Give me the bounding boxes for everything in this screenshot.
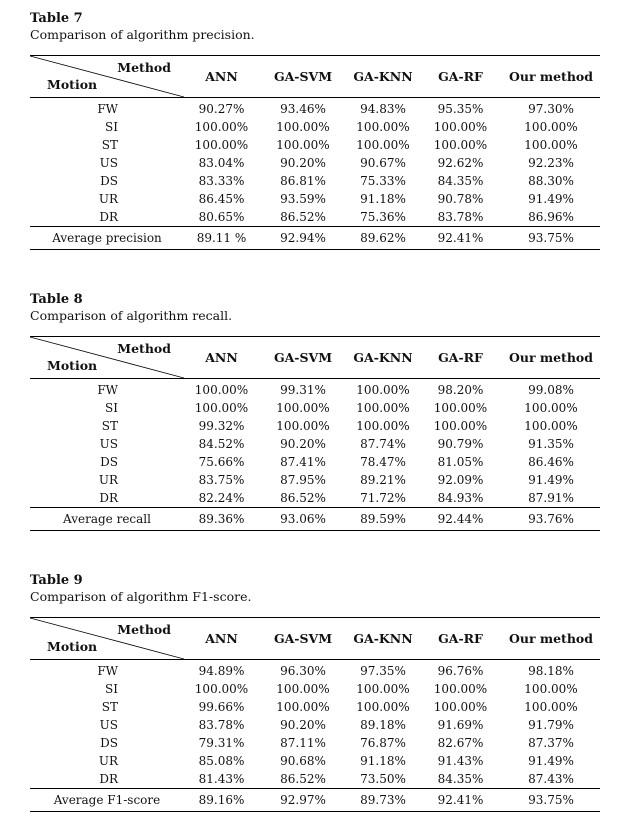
average-cell: 93.75%	[502, 227, 600, 250]
value-cell: 98.20%	[437, 383, 484, 397]
table-caption: Comparison of algorithm F1-score.	[30, 589, 252, 604]
motion-header-label: Motion	[47, 639, 98, 654]
method-header-label: Method	[117, 60, 171, 75]
value-cell: 84.93%	[437, 491, 484, 505]
value-cell: 86.45%	[198, 192, 245, 206]
table-row	[30, 98, 600, 119]
value-cell: 94.83%	[360, 102, 406, 116]
average-cell: 92.41%	[419, 789, 502, 812]
value-cell: 100.00%	[433, 419, 488, 433]
table-row	[30, 770, 600, 789]
value-cell: 80.65%	[198, 210, 245, 224]
table-caption: Comparison of algorithm precision.	[30, 27, 255, 42]
value-cell: 90.27%	[198, 102, 245, 116]
table-row	[30, 680, 600, 698]
value-cell: 83.75%	[198, 473, 245, 487]
value-cell: 86.81%	[280, 174, 326, 188]
value-cell: 84.35%	[437, 772, 484, 786]
average-row	[30, 227, 600, 250]
column-header: Our method	[502, 337, 600, 379]
average-cell: 93.76%	[502, 508, 600, 531]
motion-cell: SI	[105, 682, 118, 696]
value-cell: 100.00%	[276, 401, 330, 415]
table-row	[30, 417, 600, 435]
value-cell: 100.00%	[276, 682, 330, 696]
value-cell: 86.52%	[280, 772, 326, 786]
table-row	[30, 136, 600, 154]
value-cell: 82.24%	[198, 491, 245, 505]
table-row	[30, 190, 600, 208]
table-row	[30, 660, 600, 681]
value-cell: 83.04%	[198, 156, 245, 170]
average-cell: 89.59%	[347, 508, 419, 531]
value-cell: 90.20%	[280, 156, 326, 170]
value-cell: 100.00%	[433, 700, 488, 714]
average-cell: 93.06%	[259, 508, 347, 531]
motion-cell: UR	[98, 473, 118, 487]
average-label: Average recall	[30, 508, 184, 531]
column-header: ANN	[184, 618, 259, 660]
value-cell: 97.30%	[528, 102, 574, 116]
value-cell: 96.76%	[437, 664, 484, 678]
column-header: Our method	[502, 618, 600, 660]
value-cell: 91.49%	[528, 473, 574, 487]
value-cell: 87.11%	[280, 736, 326, 750]
motion-cell: UR	[98, 192, 118, 206]
value-cell: 91.43%	[437, 754, 484, 768]
value-cell: 100.00%	[524, 700, 578, 714]
table-row	[30, 208, 600, 227]
value-cell: 83.78%	[437, 210, 484, 224]
value-cell: 100.00%	[276, 700, 330, 714]
average-cell: 92.97%	[259, 789, 347, 812]
column-header: Our method	[502, 56, 600, 98]
value-cell: 100.00%	[276, 138, 330, 152]
value-cell: 91.49%	[528, 754, 574, 768]
value-cell: 88.30%	[528, 174, 574, 188]
value-cell: 98.18%	[528, 664, 574, 678]
motion-cell: US	[99, 718, 118, 732]
diagonal-header-cell	[30, 337, 184, 379]
column-header: GA-RF	[419, 56, 502, 98]
value-cell: 100.00%	[433, 401, 488, 415]
value-cell: 81.05%	[437, 455, 484, 469]
table-label: Table 8	[30, 292, 83, 307]
header-row	[30, 56, 600, 98]
value-cell: 91.35%	[528, 437, 574, 451]
table-8-block	[30, 292, 600, 531]
average-label: Average precision	[30, 227, 184, 250]
motion-cell: SI	[105, 401, 118, 415]
motion-cell: FW	[97, 664, 118, 678]
value-cell: 92.09%	[437, 473, 484, 487]
value-cell: 87.37%	[528, 736, 574, 750]
motion-header-label: Motion	[47, 358, 98, 373]
value-cell: 87.74%	[360, 437, 406, 451]
motion-cell: FW	[97, 102, 118, 116]
value-cell: 100.00%	[524, 401, 578, 415]
table-row	[30, 154, 600, 172]
motion-cell: DS	[100, 174, 118, 188]
value-cell: 90.20%	[280, 437, 326, 451]
method-header-label: Method	[117, 622, 171, 637]
value-cell: 86.46%	[528, 455, 574, 469]
motion-cell: DR	[99, 772, 118, 786]
motion-cell: DS	[100, 736, 118, 750]
average-cell: 92.44%	[419, 508, 502, 531]
motion-cell: FW	[97, 383, 118, 397]
value-cell: 90.68%	[280, 754, 326, 768]
average-cell: 93.75%	[502, 789, 600, 812]
value-cell: 100.00%	[524, 682, 578, 696]
value-cell: 91.18%	[360, 754, 406, 768]
motion-cell: DS	[100, 455, 118, 469]
table-7-block	[30, 11, 600, 250]
average-cell: 89.73%	[347, 789, 419, 812]
average-cell: 89.11 %	[184, 227, 259, 250]
value-cell: 91.18%	[360, 192, 406, 206]
motion-cell: ST	[101, 700, 118, 714]
value-cell: 87.95%	[280, 473, 326, 487]
value-cell: 91.49%	[528, 192, 574, 206]
value-cell: 79.31%	[198, 736, 245, 750]
value-cell: 75.66%	[198, 455, 245, 469]
average-cell: 92.94%	[259, 227, 347, 250]
value-cell: 91.79%	[528, 718, 574, 732]
value-cell: 100.00%	[433, 120, 488, 134]
value-cell: 100.00%	[194, 383, 249, 397]
motion-header-label: Motion	[47, 77, 98, 92]
value-cell: 100.00%	[524, 120, 578, 134]
value-cell: 100.00%	[433, 138, 488, 152]
precision-table	[30, 55, 600, 250]
motion-cell: US	[99, 437, 118, 451]
value-cell: 87.43%	[528, 772, 574, 786]
value-cell: 73.50%	[360, 772, 406, 786]
average-cell: 89.16%	[184, 789, 259, 812]
value-cell: 93.59%	[280, 192, 326, 206]
header-row	[30, 337, 600, 379]
value-cell: 100.00%	[356, 682, 410, 696]
value-cell: 92.62%	[437, 156, 484, 170]
average-cell: 92.41%	[419, 227, 502, 250]
column-header: GA-RF	[419, 337, 502, 379]
value-cell: 100.00%	[194, 138, 249, 152]
motion-cell: ST	[101, 138, 118, 152]
value-cell: 99.32%	[198, 419, 245, 433]
column-header: GA-KNN	[347, 337, 419, 379]
value-cell: 76.87%	[360, 736, 406, 750]
value-cell: 75.36%	[360, 210, 406, 224]
value-cell: 90.67%	[360, 156, 406, 170]
table-row	[30, 471, 600, 489]
value-cell: 99.31%	[280, 383, 326, 397]
value-cell: 100.00%	[524, 138, 578, 152]
value-cell: 84.52%	[198, 437, 245, 451]
value-cell: 100.00%	[276, 419, 330, 433]
average-label: Average F1-score	[30, 789, 184, 812]
value-cell: 100.00%	[433, 682, 488, 696]
value-cell: 96.30%	[280, 664, 326, 678]
table-row	[30, 435, 600, 453]
value-cell: 90.79%	[437, 437, 484, 451]
value-cell: 89.21%	[360, 473, 406, 487]
value-cell: 86.52%	[280, 210, 326, 224]
average-row	[30, 508, 600, 531]
column-header: ANN	[184, 337, 259, 379]
value-cell: 84.35%	[437, 174, 484, 188]
value-cell: 97.35%	[360, 664, 406, 678]
value-cell: 83.78%	[198, 718, 245, 732]
table-row	[30, 399, 600, 417]
table-row	[30, 698, 600, 716]
value-cell: 86.96%	[528, 210, 574, 224]
value-cell: 100.00%	[194, 682, 249, 696]
column-header: ANN	[184, 56, 259, 98]
column-header: GA-SVM	[259, 337, 347, 379]
table-row	[30, 453, 600, 471]
table-row	[30, 118, 600, 136]
table-row	[30, 716, 600, 734]
value-cell: 100.00%	[356, 120, 410, 134]
table-label: Table 7	[30, 11, 83, 26]
motion-cell: ST	[101, 419, 118, 433]
column-header: GA-SVM	[259, 56, 347, 98]
motion-cell: DR	[99, 491, 118, 505]
value-cell: 99.66%	[198, 700, 245, 714]
column-header: GA-SVM	[259, 618, 347, 660]
value-cell: 89.18%	[360, 718, 406, 732]
value-cell: 100.00%	[356, 419, 410, 433]
column-header: GA-KNN	[347, 56, 419, 98]
value-cell: 87.91%	[528, 491, 574, 505]
table-9-block	[30, 573, 600, 812]
value-cell: 91.69%	[437, 718, 484, 732]
column-header: GA-RF	[419, 618, 502, 660]
value-cell: 99.08%	[528, 383, 574, 397]
method-header-label: Method	[117, 341, 171, 356]
value-cell: 82.67%	[437, 736, 484, 750]
table-row	[30, 752, 600, 770]
value-cell: 90.20%	[280, 718, 326, 732]
value-cell: 75.33%	[360, 174, 406, 188]
value-cell: 100.00%	[194, 120, 249, 134]
motion-cell: UR	[98, 754, 118, 768]
value-cell: 100.00%	[356, 138, 410, 152]
value-cell: 100.00%	[276, 120, 330, 134]
value-cell: 86.52%	[280, 491, 326, 505]
table-row	[30, 172, 600, 190]
table-row	[30, 489, 600, 508]
diagonal-header-cell	[30, 618, 184, 660]
table-caption: Comparison of algorithm recall.	[30, 308, 233, 323]
motion-cell: SI	[105, 120, 118, 134]
value-cell: 90.78%	[437, 192, 484, 206]
value-cell: 94.89%	[198, 664, 245, 678]
value-cell: 78.47%	[360, 455, 406, 469]
table-row	[30, 379, 600, 400]
header-row	[30, 618, 600, 660]
motion-cell: DR	[99, 210, 118, 224]
value-cell: 100.00%	[356, 401, 410, 415]
value-cell: 100.00%	[356, 383, 410, 397]
value-cell: 87.41%	[280, 455, 326, 469]
value-cell: 95.35%	[437, 102, 484, 116]
value-cell: 100.00%	[356, 700, 410, 714]
average-cell: 89.36%	[184, 508, 259, 531]
value-cell: 83.33%	[198, 174, 245, 188]
value-cell: 92.23%	[528, 156, 574, 170]
value-cell: 93.46%	[280, 102, 326, 116]
average-row	[30, 789, 600, 812]
value-cell: 85.08%	[198, 754, 245, 768]
motion-cell: US	[99, 156, 118, 170]
f1-score-table	[30, 617, 600, 812]
value-cell: 100.00%	[194, 401, 249, 415]
value-cell: 81.43%	[198, 772, 245, 786]
table-label: Table 9	[30, 573, 83, 588]
diagonal-header-cell	[30, 56, 184, 98]
value-cell: 100.00%	[524, 419, 578, 433]
average-cell: 89.62%	[347, 227, 419, 250]
table-row	[30, 734, 600, 752]
column-header: GA-KNN	[347, 618, 419, 660]
value-cell: 71.72%	[360, 491, 406, 505]
recall-table	[30, 336, 600, 531]
